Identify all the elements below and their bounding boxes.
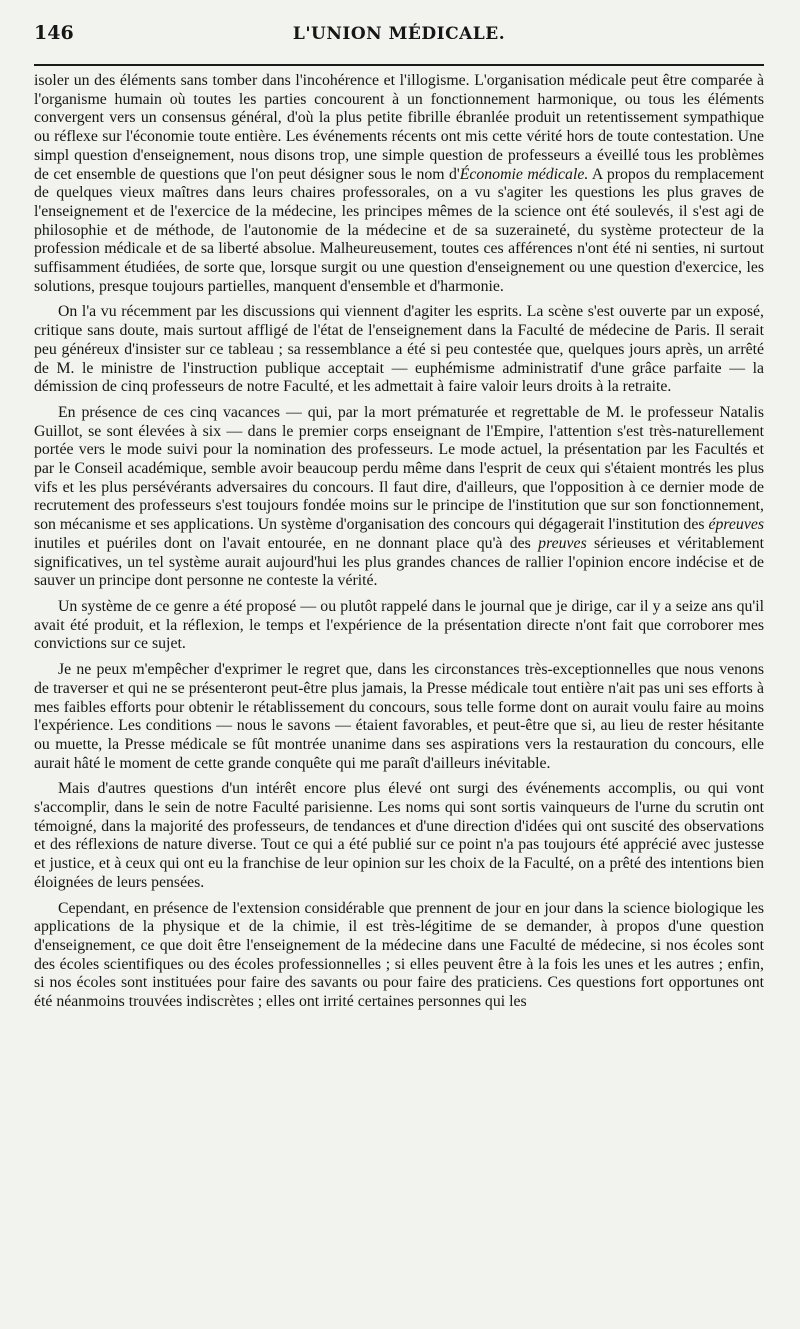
paragraph [34, 404, 764, 591]
italic-run: épreuves [708, 516, 764, 534]
journal-title: L'UNION MÉDICALE. [292, 24, 506, 44]
paragraph [34, 72, 764, 296]
text-run: inutiles et puériles dont on l'avait entourée, en ne donnant place qu'à des [34, 534, 539, 552]
article-body [34, 72, 764, 1012]
text-run: isoler un des éléments sans tomber dans l'incohérence et l'illogisme. L'organisation médicale peut être comparée à l'organisme humain où toutes les parties concourent à un fonctionnement harmonique, ou tous les éléments convergent vers un consensus général, d'où la plus petite fibrille ébranlée produit un retentissement sympathique ou réflexe sur l'économie toute entière. Les événements récents ont mis cette vérité hors de toute contestation. Une simpl question d'enseignement, nous disons trop, une simple question de professeurs a éveillé tous les problèmes de cet ensemble de questions que l'on peut désigner sous le nom d' [34, 72, 764, 183]
paragraph [34, 303, 764, 397]
text-run: A propos du remplacement de quelques vieux maîtres dans leurs chaires professorales, on a vu s'agiter les questions les plus graves de l'enseignement et de l'exercice de la médecine, les principes mêmes de la science ont été soulevés, il s'est agi de philosophie et de méthode, de l'autonomie de la médecine et de sa suzeraineté, du système protecteur de la profession médicale et de sa liberté absolue. Malheureusement, toutes ces afférences n'ont été ni senties, ni surtout suffisamment étudiées, de sorte que, lorsque surgit ou une question d'enseignement ou une question d'exercice, les solutions, presque toujours partielles, manquent d'ensemble et d'harmonie. [34, 165, 764, 295]
paragraph [34, 780, 764, 892]
running-header [34, 22, 764, 66]
paragraph [34, 598, 764, 654]
text-run: On l'a vu récemment par les discussions qui viennent d'agiter les esprits. La scène s'est ouverte par un exposé, critique sans doute, mais surtout affligé de l'état de l'enseignement dans la Faculté de médecine de Paris. Il serait peu généreux d'insister sur ce tableau ; sa ressemblance a été si peu contestée que, quelques jours après, un arrêté de M. le ministre de l'instruction publique acceptait — euphémisme administratif d'une grâce parfaite — la démission de cinq professeurs de notre Faculté, et les admettait à faire valoir leurs droits à la retraite. [34, 303, 764, 396]
paragraph [34, 661, 764, 773]
italic-run: preuves [538, 534, 587, 552]
text-run: Je ne peux m'empêcher d'exprimer le regret que, dans les circonstances très-exceptionnelles que nous venons de traverser et qui ne se présenteront peut-être plus jamais, la Presse médicale tout entière n'ait pas uni ses efforts à mes faibles efforts pour obtenir le rétablissement du concours, sous telle forme dont on aurait voulu faire au moins l'expérience. Les conditions — nous le savons — étaient favorables, et peut-être que si, au lieu de rester hésitante ou muette, la Presse médicale se fût montrée unanime dans ses aspirations vers la restauration du concours, elle aurait hâté le moment de cette grande conquête qui me paraît d'ailleurs inévitable. [34, 661, 764, 772]
text-run: Cependant, en présence de l'extension considérable que prennent de jour en jour dans la science biologique les applications de la physique et de la chimie, il est très-légitime de se demander, à propos d'une question d'enseignement, ce que doit être l'enseignement de la médecine dans une Faculté de médecine, si nos écoles sont des écoles scientifiques ou des écoles professionnelles ; si elles peuvent être à la fois les unes et les autres ; enfin, si nos écoles sont instituées pour faire des savants ou pour faire des praticiens. Ces questions fort opportunes ont été néanmoins trouvées indiscrètes ; elles ont irrité certaines personnes qui les [34, 899, 764, 1011]
page-number: 146 [34, 22, 74, 44]
italic-run: Économie médicale. [459, 165, 589, 183]
text-run: En présence de ces cinq vacances — qui, par la mort prématurée et regrettable de M. le professeur Natalis Guillot, se sont élevées à six — dans le premier corps enseignant de l'Empire, l'attention s'est très-naturellement portée vers le mode suivi pour la nomination des professeurs. Le mode actuel, la présentation par les Facultés et par le Conseil académique, semble avoir beaucoup perdu même dans l'esprit de ceux qui s'étaient montrés les plus vifs et les plus persévérants adversaires du concours. Il faut dire, d'ailleurs, que l'opposition à ce dernier mode de recrutement des professeurs s'est toujours fondée moins sur le principe de l'institution que sur son fonctionnement, son mécanisme et ses applications. Un système d'organisation des concours qui dégagerait l'institution des [34, 403, 764, 534]
paragraph [34, 900, 764, 1012]
text-run: Mais d'autres questions d'un intérêt encore plus élevé ont surgi des événements accomplis, ou qui vont s'accomplir, dans le sein de notre Faculté parisienne. Les noms qui sont sortis vainqueurs de l'urne du scrutin ont témoigné, dans la majorité des professeurs, de tendances et d'une direction d'idées qui ont suscité des observations et des réflexions de nature diverse. Tout ce qui a été publié sur ce point n'a pas toujours été apprécié avec justesse et justice, et à ceux qui ont eu la franchise de leur opinion sur les choix de la Faculté, on a prêté des intentions bien éloignées de leurs pensées. [34, 780, 764, 891]
text-run: sérieuses et véritablement significatives, un tel système aurait aujourd'hui les plus grandes chances de rallier l'opinion encore indécise et de sauver un principe dont personne ne conteste la vérité. [34, 534, 764, 590]
text-run: Un système de ce genre a été proposé — ou plutôt rappelé dans le journal que je dirige, car il y a seize ans qu'il avait été produit, et la réflexion, le temps et l'expérience de la présentation directe n'ont fait que corroborer mes convictions sur ce sujet. [34, 597, 764, 653]
